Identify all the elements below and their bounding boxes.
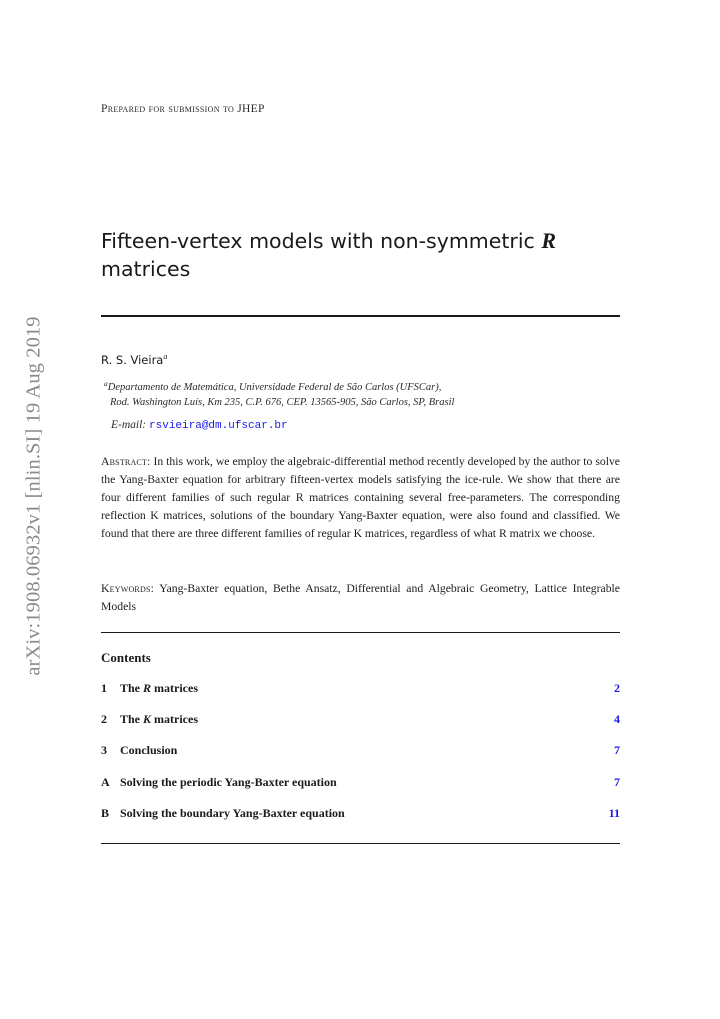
toc-page-link[interactable]: 11 (608, 805, 620, 820)
toc-page-link[interactable]: 4 (614, 712, 620, 727)
toc-entry-title: Conclusion (120, 743, 178, 758)
affiliation (104, 376, 624, 410)
email-address-link[interactable]: rsvieira@dm.ufscar.br (149, 420, 288, 432)
title-r-symbol: R (541, 228, 557, 253)
toc-entry[interactable] (101, 806, 620, 837)
title-line-2: matrices (101, 257, 191, 281)
abstract-text: In this work, we employ the algebraic-differential method recently developed by the author to solve the Yang-Baxter equation for arbitrary fifteen-vertex models satisfying the ice-rule. We show that there are four different families of such regular R matrices containing several free-parameters. The corresponding reflection K matrices, solutions of the boundary Yang-Baxter equation, were also found and classified. We found that there are three different families of regular K matrices, regardless of what R matrix we choose. (101, 455, 620, 540)
table-of-contents (101, 681, 620, 837)
keywords-label: Keywords: (101, 582, 155, 595)
toc-entry-symbol: K (143, 712, 152, 727)
contents-heading: Contents (101, 650, 151, 665)
keywords-text: Yang-Baxter equation, Bethe Ansatz, Differential and Algebraic Geometry, Lattice Integrable Models (101, 582, 620, 613)
toc-entry-title: Solving the boundary Yang-Baxter equation (120, 805, 345, 820)
title-line-1: Fifteen-vertex models with non-symmetric (101, 229, 535, 253)
toc-page-link[interactable]: 7 (614, 774, 620, 789)
toc-entry-number: 2 (101, 712, 107, 727)
toc-entry[interactable] (101, 775, 620, 806)
toc-entry-symbol: R (143, 681, 152, 695)
toc-page-link[interactable]: 7 (614, 743, 620, 758)
email-line (111, 419, 288, 432)
toc-entry-number: B (101, 805, 110, 820)
email-label: E-mail: (111, 419, 147, 431)
author-affil-marker: a (163, 352, 168, 361)
title-divider (101, 315, 620, 317)
affiliation-line-2: Rod. Washington Luís, Km 235, C.P. 676, CEP. 13565-905, São Carlos, SP, Brasil (110, 397, 455, 408)
toc-entry-title: Solving the periodic Yang-Baxter equation (120, 774, 337, 789)
contents-top-divider (101, 632, 620, 633)
toc-entry-number: 3 (101, 743, 107, 758)
abstract (101, 453, 620, 543)
toc-entry-number: 1 (101, 681, 107, 695)
author (101, 352, 167, 367)
abstract-label: Abstract: (101, 455, 151, 468)
submission-note: Prepared for submission to JHEP (101, 103, 265, 115)
toc-page-link[interactable]: 2 (614, 681, 620, 695)
affiliation-line-1: $^a$Departamento de Matemática, Universidade Federal de São Carlos (UFSCar), (104, 379, 442, 393)
keywords (101, 580, 620, 616)
paper-title (101, 227, 601, 283)
contents-bottom-divider (101, 843, 620, 844)
toc-entry-title: The K matrices (120, 712, 199, 727)
toc-entry-number: A (101, 774, 110, 789)
arxiv-identifier-stamp: arXiv:1908.06932v1 [nlin.SI] 19 Aug 2019 (22, 316, 45, 676)
toc-entry[interactable] (101, 743, 620, 774)
affiliation-marker: a (104, 379, 108, 388)
toc-entry[interactable] (101, 681, 620, 712)
toc-entry-title: The R matrices (120, 681, 199, 695)
author-name: R. S. Vieira (101, 353, 164, 367)
toc-entry[interactable] (101, 712, 620, 743)
